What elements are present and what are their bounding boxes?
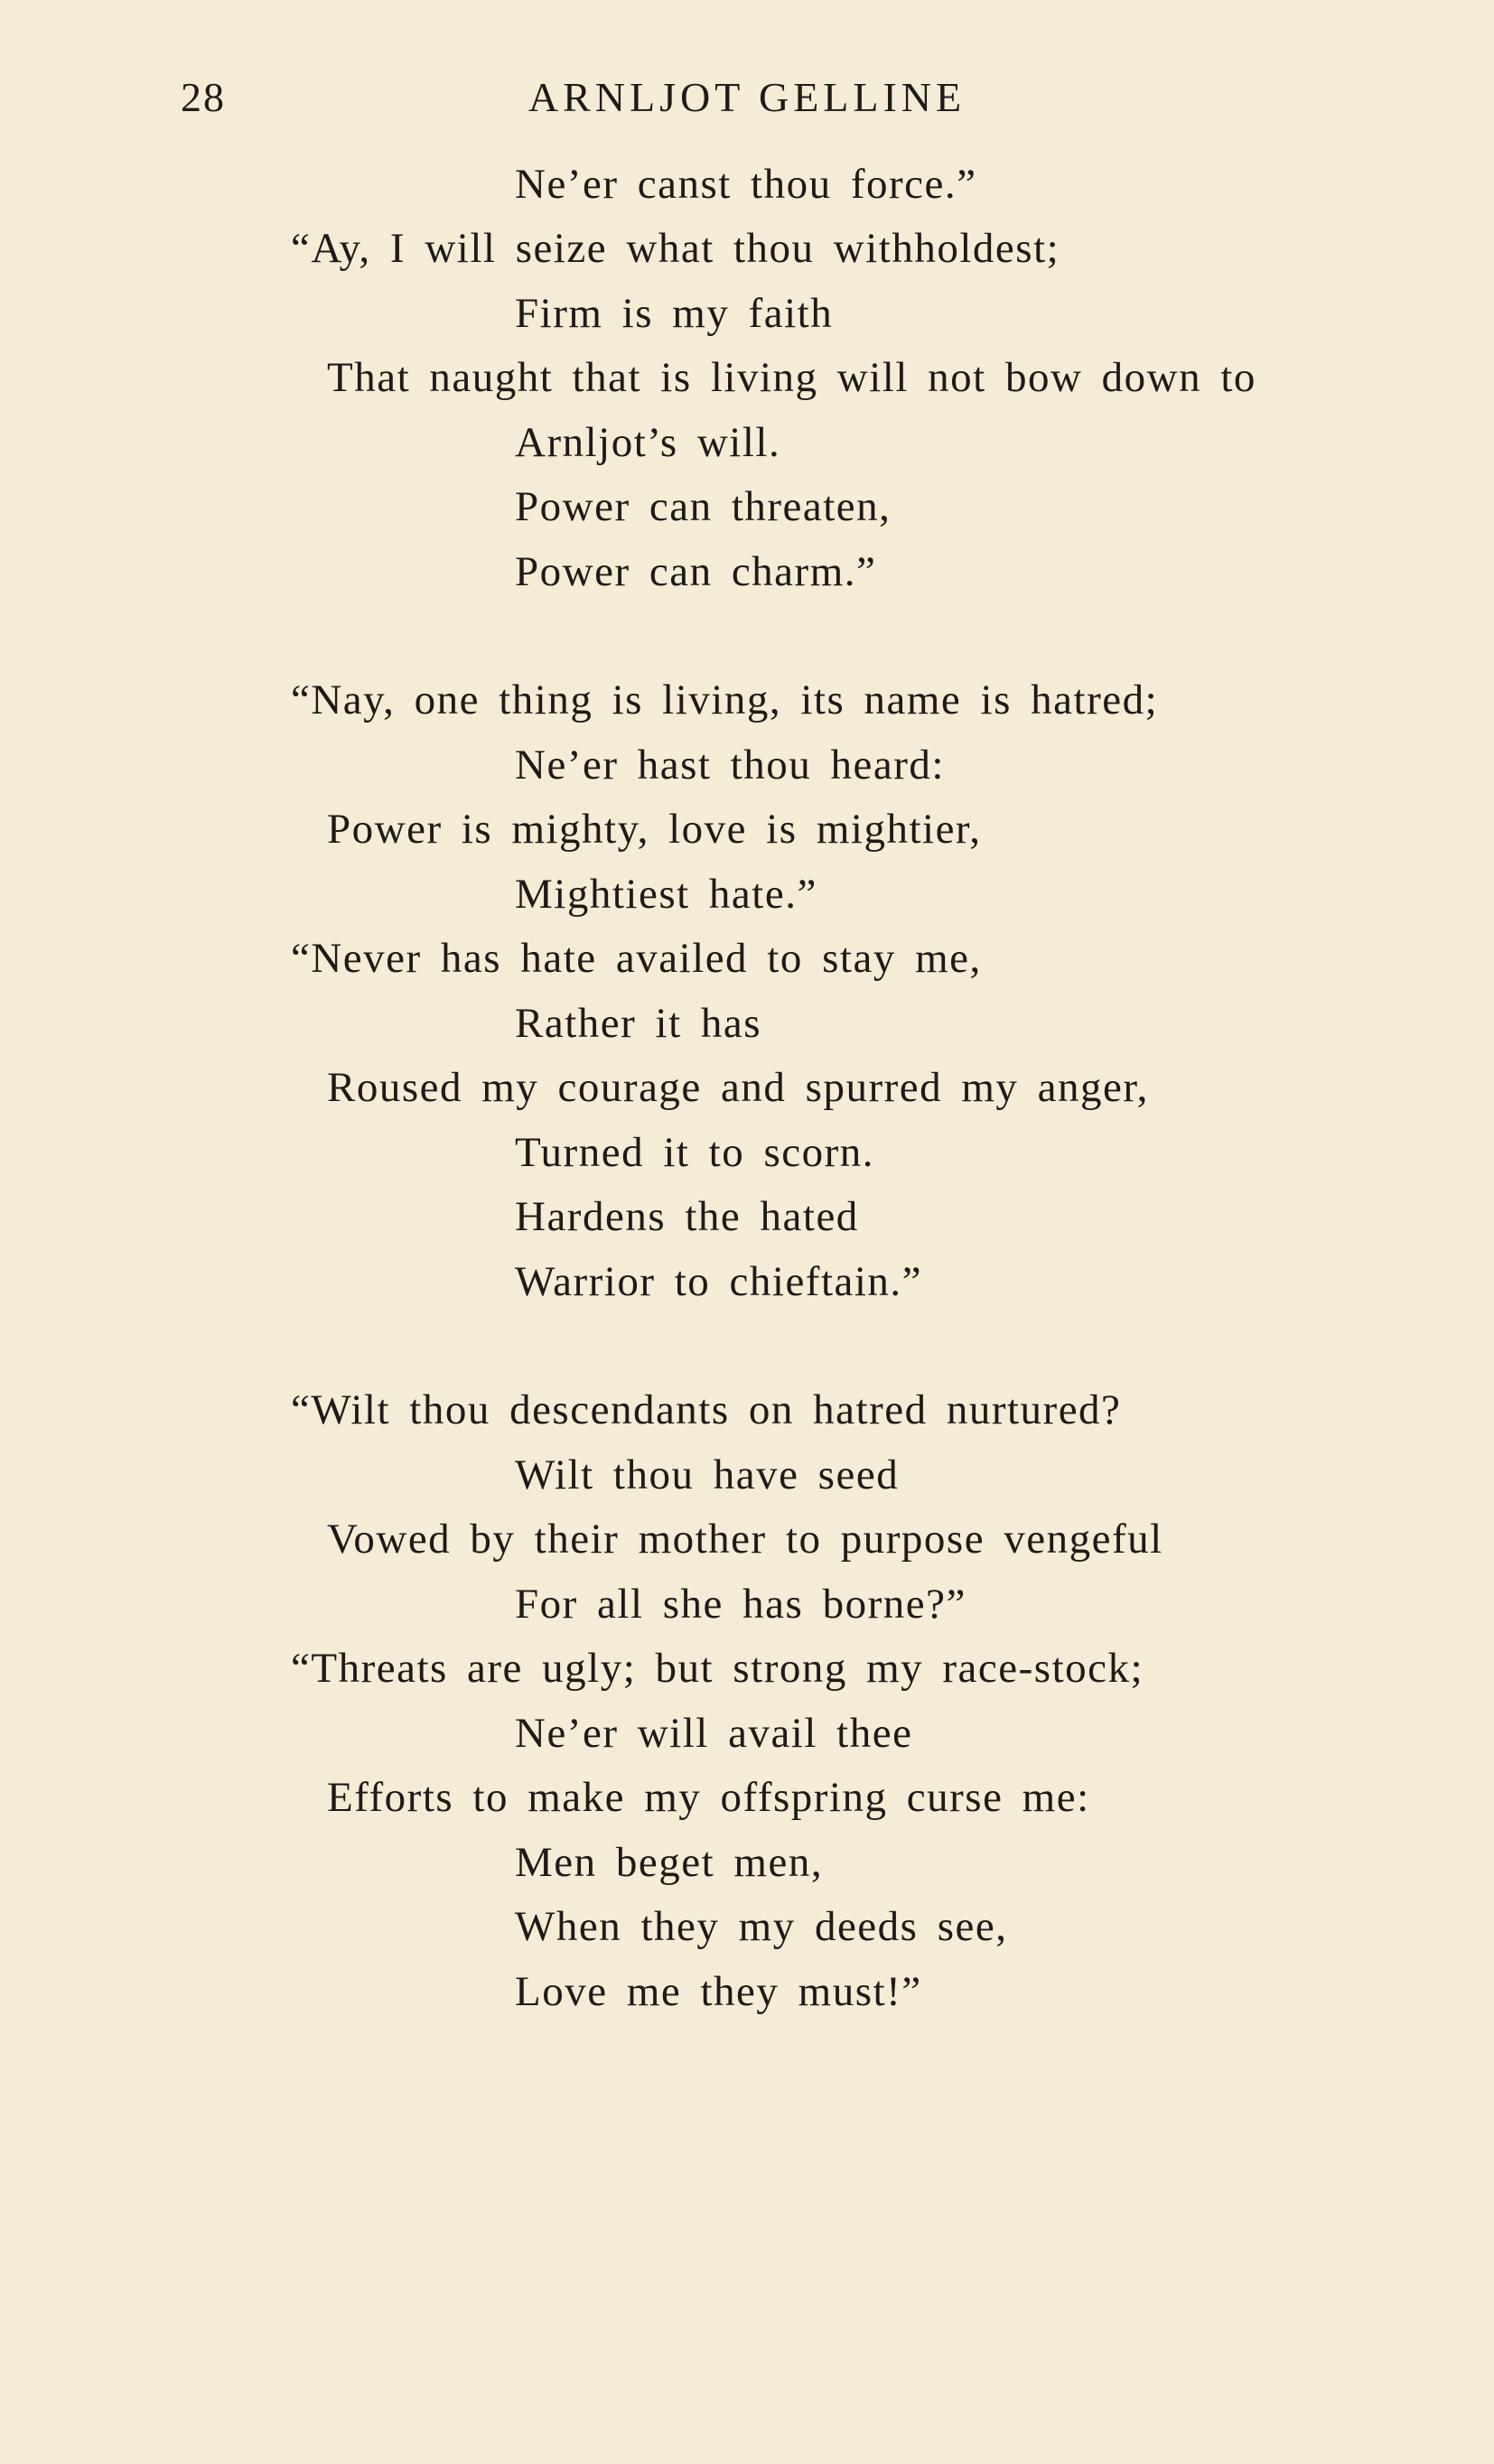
poem-line: Ne’er hast thou heard: bbox=[515, 742, 945, 789]
poem-line: For all she has borne?” bbox=[515, 1581, 966, 1628]
poem-line: When they my deeds see, bbox=[515, 1903, 1008, 1950]
poem-line: Roused my courage and spurred my anger, bbox=[327, 1064, 1149, 1111]
poem-line: Turned it to scorn. bbox=[515, 1129, 875, 1176]
poem-line: Power can charm.” bbox=[515, 548, 877, 595]
poem-line: Mightiest hate.” bbox=[515, 871, 817, 918]
poem-line: Firm is my faith bbox=[515, 290, 834, 337]
poem-line: Rather it has bbox=[515, 1000, 762, 1047]
poem-line: Vowed by their mother to purpose vengeful bbox=[327, 1516, 1163, 1563]
poem-line: “Ay, I will seize what thou withholdest; bbox=[291, 225, 1060, 272]
poem-line: Power can threaten, bbox=[515, 483, 892, 530]
poem-line: Ne’er will avail thee bbox=[515, 1710, 913, 1757]
poem-line: That naught that is living will not bow down to bbox=[327, 354, 1256, 401]
poem-line: “Threats are ugly; but strong my race-stock; bbox=[291, 1645, 1144, 1692]
poem-line: Men beget men, bbox=[515, 1839, 824, 1886]
page-number: 28 bbox=[181, 74, 226, 120]
poem-line: Wilt thou have seed bbox=[515, 1451, 900, 1498]
poem-line: Hardens the hated bbox=[515, 1193, 859, 1240]
poem-line: “Nay, one thing is living, its name is hatred; bbox=[291, 677, 1159, 723]
poem-line: “Wilt thou descendants on hatred nurtured? bbox=[291, 1386, 1122, 1433]
poem-line: “Never has hate availed to stay me, bbox=[291, 935, 982, 982]
poem-line: Power is mighty, love is mightier, bbox=[327, 806, 982, 853]
running-title: ARNLJOT GELLINE bbox=[528, 74, 966, 120]
poem-line: Ne’er canst thou force.” bbox=[515, 161, 977, 208]
poem-line: Efforts to make my offspring curse me: bbox=[327, 1774, 1090, 1821]
poem-line: Warrior to chieftain.” bbox=[515, 1258, 923, 1305]
poem-line: Arnljot’s will. bbox=[515, 419, 781, 466]
poem-line: Love me they must!” bbox=[515, 1968, 922, 2015]
